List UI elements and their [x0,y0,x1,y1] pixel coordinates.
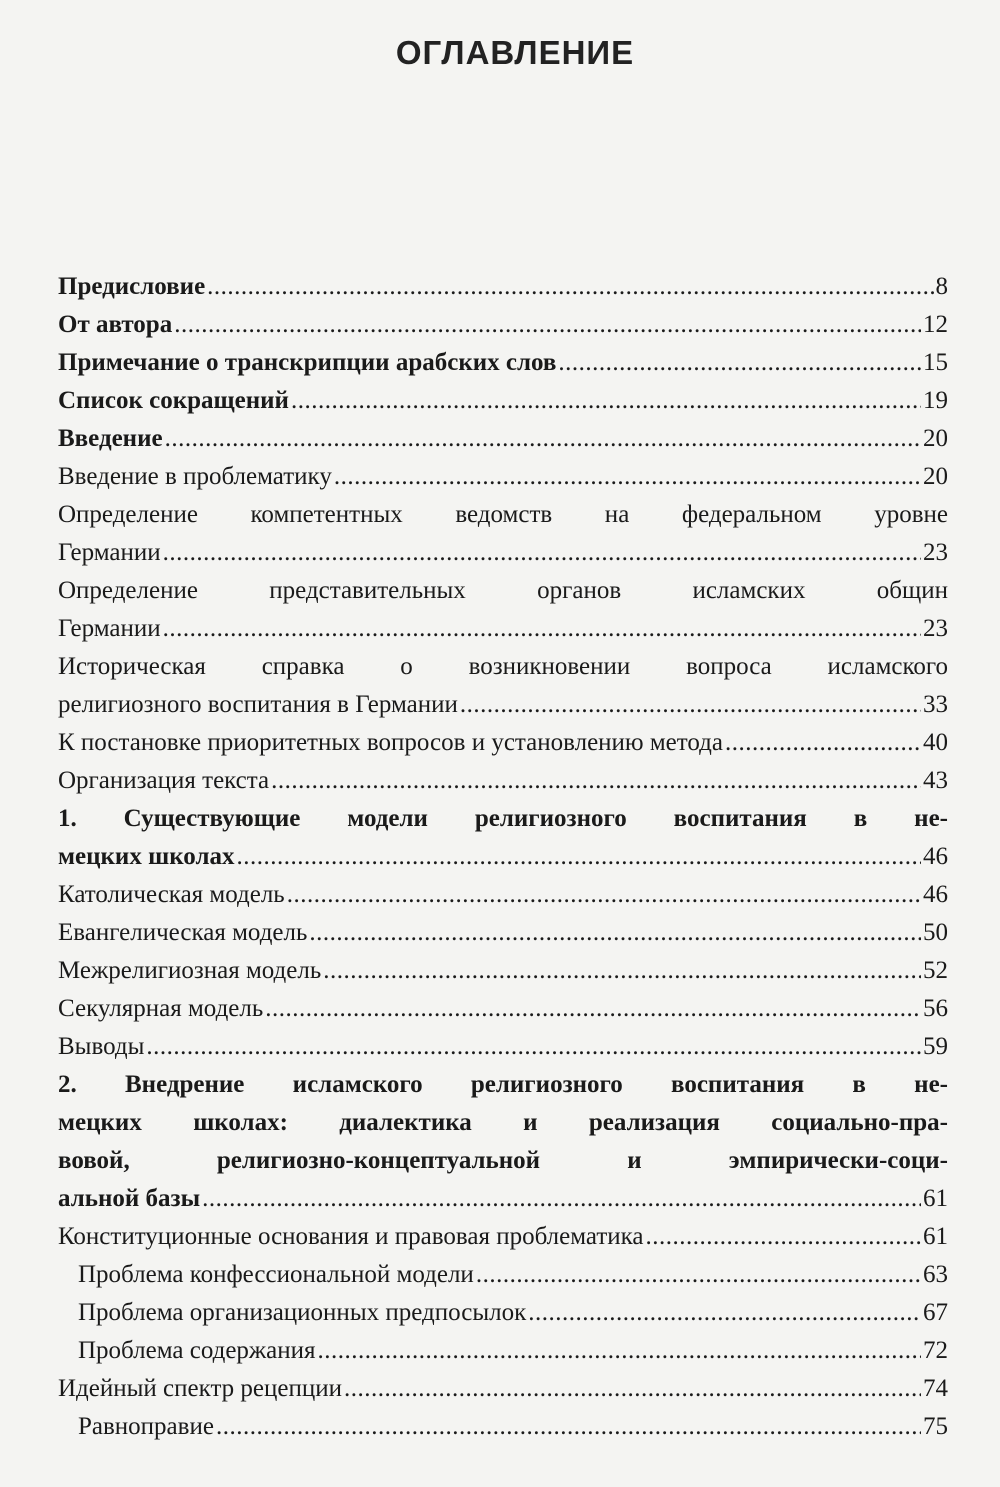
dot-leader [646,1218,921,1256]
dot-leader [146,1028,921,1066]
toc-entry[interactable] [58,1294,948,1332]
toc-entry-text: Проблема содержания [78,1337,316,1364]
dot-leader [309,914,921,952]
toc-page-number: 52 [923,957,948,984]
toc-entry-text: К постановке приоритетных вопросов и установлению метода [58,729,723,756]
toc-entry[interactable] [58,344,948,382]
toc-entry[interactable] [58,762,948,800]
toc-entry-text: Определение компетентных ведомств на федеральном уровне [58,501,948,528]
dot-leader [287,876,921,914]
toc-entry-text: религиозного воспитания в Германии [58,691,458,718]
dot-leader [216,1408,921,1446]
toc-entry[interactable] [58,1218,948,1256]
toc-page-number: 72 [923,1337,948,1364]
toc-entry[interactable] [58,496,948,572]
toc-entry-text: Организация текста [58,767,270,794]
page-title: ОГЛАВЛЕНИЕ [395,34,635,71]
toc-entry[interactable] [58,458,948,496]
dot-leader [165,420,921,458]
toc-page-number: 23 [923,539,948,566]
toc-entry-text: Определение представительных органов исламских общин [58,577,948,604]
toc-page-number: 61 [923,1223,948,1250]
toc-entry[interactable] [58,1066,948,1218]
toc-entry[interactable] [58,382,948,420]
toc-entry[interactable] [58,648,948,724]
toc-entry[interactable] [58,1370,948,1408]
toc-entry-text: Введение [58,425,163,452]
toc-page-number: 67 [923,1299,948,1326]
toc-entry-text: 1. Существующие модели религиозного воспитания в не- [58,805,948,832]
toc-entry[interactable] [58,990,948,1028]
toc-entry-text: Введение в проблематику [58,463,332,490]
toc-entry-text: Историческая справка о возникновении вопроса исламского [58,653,948,680]
toc-page-number: 8 [935,273,948,300]
toc-entry-text: мецких школах [58,843,235,870]
dot-leader [163,610,921,648]
dot-leader [265,990,921,1028]
toc-page-number: 12 [923,311,948,338]
toc-page-number: 19 [923,387,948,414]
toc-entry-text: Католическая модель [58,881,285,908]
toc-page-number: 23 [923,615,948,642]
toc-page-number: 74 [923,1375,948,1402]
toc-entry[interactable] [58,800,948,876]
dot-leader [291,382,921,420]
toc-entry[interactable] [58,952,948,990]
toc-page-number: 43 [923,767,948,794]
dot-leader [323,952,921,990]
dot-leader [725,724,921,762]
toc-page-number: 63 [923,1261,948,1288]
toc-entry-text: От автора [58,311,173,338]
toc-entry[interactable] [58,914,948,952]
toc-entry-text: мецких школах: диалектика и реализация социально-пра- [58,1109,948,1136]
dot-leader [202,1180,921,1218]
dot-leader [207,268,933,306]
toc-entry-text: вовой, религиозно-концептуальной и эмпирически-соци- [58,1147,948,1174]
toc-page-number: 75 [923,1413,948,1440]
toc-entry[interactable] [58,1332,948,1370]
dot-leader [344,1370,921,1408]
toc-entry-text: Равноправие [78,1413,214,1440]
toc-page-number: 61 [923,1185,948,1212]
toc-entry-text: Список сокращений [58,387,289,414]
toc-entry-text: Германии [58,615,161,642]
toc-entry-text: Германии [58,539,161,566]
toc-page-number: 33 [923,691,948,718]
toc-entry-text: Выводы [58,1033,145,1060]
toc-entry[interactable] [58,876,948,914]
toc-entry-text: Секулярная модель [58,995,264,1022]
toc-entry[interactable] [58,1408,948,1446]
dot-leader [460,686,921,724]
toc-entry-text: Примечание о транскрипции арабских слов [58,349,557,376]
toc-page-number: 20 [923,463,948,490]
toc-page-number: 46 [923,843,948,870]
toc-entry-text: Проблема организационных предпосылок [78,1299,527,1326]
toc-entry[interactable] [58,1028,948,1066]
dot-leader [558,344,921,382]
toc-page-number: 15 [923,349,948,376]
toc-entry-text: 2. Внедрение исламского религиозного воспитания в не- [58,1071,948,1098]
toc-entry-text: Межрелигиозная модель [58,957,322,984]
toc-entry[interactable] [58,268,948,306]
dot-leader [174,306,921,344]
toc-page-number: 46 [923,881,948,908]
dot-leader [236,838,921,876]
toc-page-number: 20 [923,425,948,452]
toc-entry-text: Евангелическая модель [58,919,308,946]
toc-entry[interactable] [58,306,948,344]
toc-entry-text: Проблема конфессиональной модели [78,1261,474,1288]
toc-page-number: 50 [923,919,948,946]
dot-leader [163,534,921,572]
toc-entry-text: Конституционные основания и правовая проблематика [58,1223,644,1250]
table-of-contents [58,268,948,1446]
toc-entry-text: Предисловие [58,273,206,300]
toc-entry[interactable] [58,724,948,762]
toc-page-number: 56 [923,995,948,1022]
toc-entry[interactable] [58,420,948,458]
toc-page-number: 59 [923,1033,948,1060]
dot-leader [476,1256,921,1294]
dot-leader [318,1332,921,1370]
dot-leader [271,762,921,800]
dot-leader [334,458,921,496]
toc-entry-text: альной базы [58,1185,201,1212]
toc-entry[interactable] [58,572,948,648]
dot-leader [528,1294,921,1332]
toc-entry-text: Идейный спектр рецепции [58,1375,343,1402]
toc-entry[interactable] [58,1256,948,1294]
toc-page-number: 40 [923,729,948,756]
